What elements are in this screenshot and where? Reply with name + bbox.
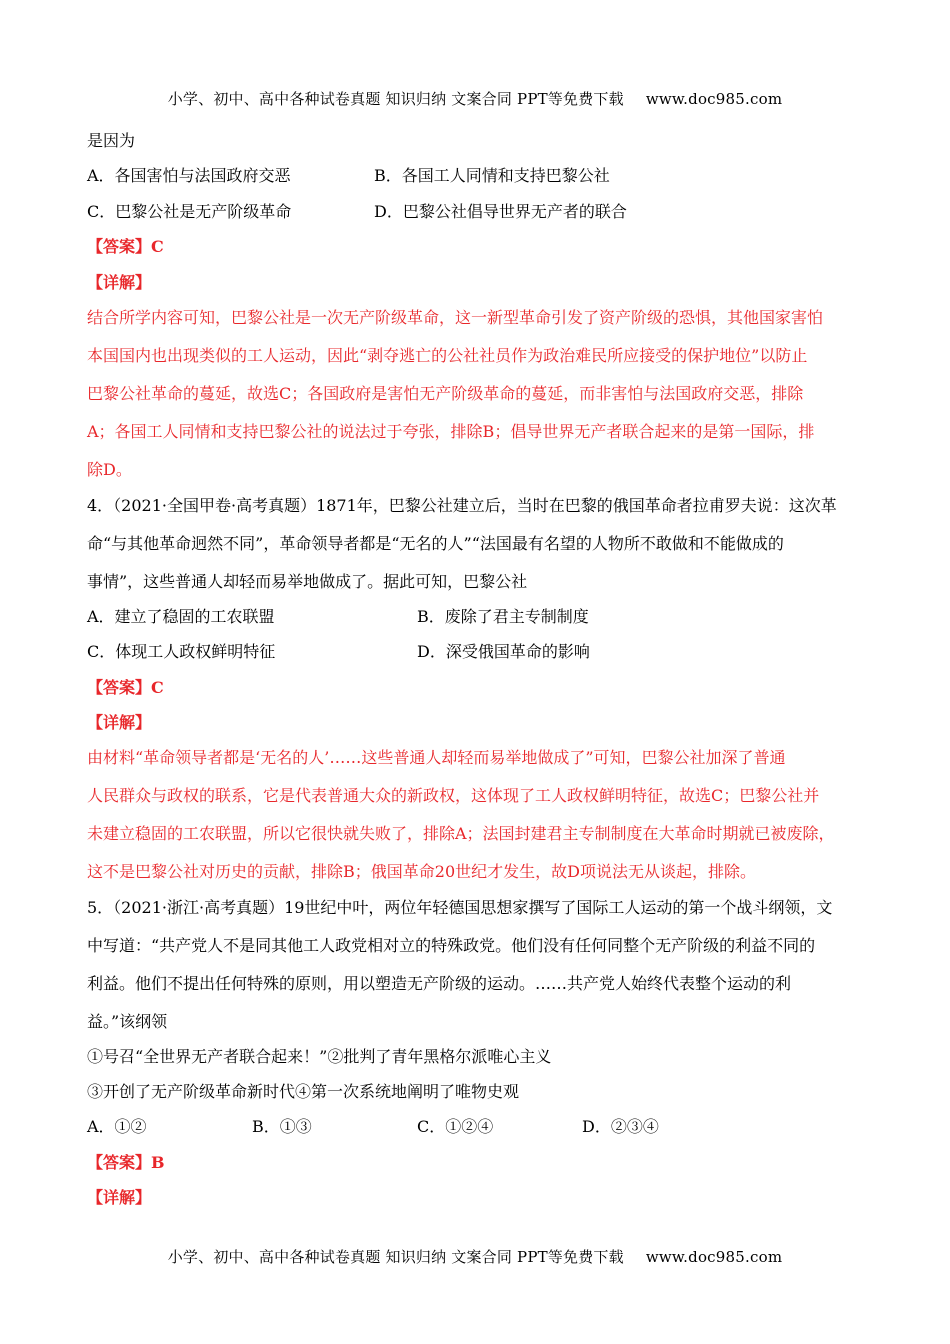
q5-stem-line: 5．（2021·浙江·高考真题）19世纪中叶，两位年轻德国思想家撰写了国际工人运动的第一个战斗纲领，文 <box>87 898 833 917</box>
q5-option-a: A．①② <box>87 1117 147 1136</box>
q3-detail-label: 【详解】 <box>87 273 152 292</box>
page-footer <box>0 1246 950 1267</box>
q3-stem-end: 是因为 <box>87 131 136 150</box>
q5-statement-line: ①号召“全世界无产者联合起来！”②批判了青年黑格尔派唯心主义 <box>87 1047 552 1066</box>
q4-stem-line: 事情”，这些普通人却轻而易举地做成了。据此可知，巴黎公社 <box>87 572 528 591</box>
q3-option-a: A．各国害怕与法国政府交恶 <box>87 166 291 185</box>
q5-option-d: D．②③④ <box>582 1117 659 1136</box>
q5-option-b: B．①③ <box>252 1117 312 1136</box>
q4-detail-line: 未建立稳固的工农联盟，所以它很快就失败了，排除A；法国封建君主专制制度在大革命时期就已被废除， <box>87 824 835 843</box>
q3-option-c: C．巴黎公社是无产阶级革命 <box>87 202 292 221</box>
q4-detail-line: 人民群众与政权的联系，它是代表普通大众的新政权，这体现了工人政权鲜明特征，故选C；巴黎公社并 <box>87 786 820 805</box>
footer-text: 小学、初中、高中各种试卷真题 知识归纳 文案合同 PPT等免费下载 <box>167 1248 624 1266</box>
q5-detail-label: 【详解】 <box>87 1188 152 1207</box>
q4-option-a: A．建立了稳固的工农联盟 <box>87 607 275 626</box>
q3-detail-line: 除D。 <box>87 460 132 479</box>
q4-detail-label: 【详解】 <box>87 713 152 732</box>
q4-option-b: B．废除了君主专制制度 <box>417 607 589 626</box>
q3-detail-line: A；各国工人同情和支持巴黎公社的说法过于夸张，排除B；倡导世界无产者联合起来的是第一国际，排 <box>87 422 815 441</box>
q3-option-d: D．巴黎公社倡导世界无产者的联合 <box>374 202 627 221</box>
footer-url[interactable]: www.doc985.com <box>645 1248 783 1266</box>
q3-detail-line: 结合所学内容可知，巴黎公社是一次无产阶级革命，这一新型革命引发了资产阶级的恐惧，其他国家害怕 <box>87 308 824 327</box>
q5-option-c: C．①②④ <box>417 1117 494 1136</box>
q4-option-d: D．深受俄国革命的影响 <box>417 642 590 661</box>
header-text: 小学、初中、高中各种试卷真题 知识归纳 文案合同 PPT等免费下载 <box>167 90 624 108</box>
q5-stem-line: 利益。他们不提出任何特殊的原则，用以塑造无产阶级的运动。……共产党人始终代表整个运动的利 <box>87 974 792 993</box>
q4-stem-line: 4．（2021·全国甲卷·高考真题）1871年，巴黎公社建立后，当时在巴黎的俄国革命者拉甫罗夫说：这次革 <box>87 496 837 515</box>
q3-detail-line: 巴黎公社革命的蔓延，故选C；各国政府是害怕无产阶级革命的蔓延，而非害怕与法国政府交恶，排除 <box>87 384 804 403</box>
q4-option-c: C．体现工人政权鲜明特征 <box>87 642 276 661</box>
header-url[interactable]: www.doc985.com <box>645 90 783 108</box>
page-header <box>0 88 950 109</box>
q5-statement-line: ③开创了无产阶级革命新时代④第一次系统地阐明了唯物史观 <box>87 1082 520 1101</box>
q4-detail-line: 这不是巴黎公社对历史的贡献，排除B；俄国革命20世纪才发生，故D项说法无从谈起，排除。 <box>87 862 756 881</box>
q4-detail-line: 由材料“革命领导者都是‘无名的人’……这些普通人却轻而易举地做成了”可知，巴黎公社加深了普通 <box>87 748 786 767</box>
q3-detail-line: 本国国内也出现类似的工人运动，因此“剥夺逃亡的公社社员作为政治难民所应接受的保护地位”以防止 <box>87 346 808 365</box>
q4-stem-line: 命“与其他革命迥然不同”，革命领导者都是“无名的人”“法国最有名望的人物所不敢做和不能做成的 <box>87 534 784 553</box>
q5-stem-line: 中写道：“共产党人不是同其他工人政党相对立的特殊政党。他们没有任何同整个无产阶级的利益不同的 <box>87 936 816 955</box>
q5-stem-line: 益。”该纲领 <box>87 1012 168 1031</box>
q3-option-b: B．各国工人同情和支持巴黎公社 <box>374 166 610 185</box>
q4-answer: 【答案】C <box>87 678 164 697</box>
q5-answer: 【答案】B <box>87 1153 165 1172</box>
q3-answer: 【答案】C <box>87 237 164 256</box>
